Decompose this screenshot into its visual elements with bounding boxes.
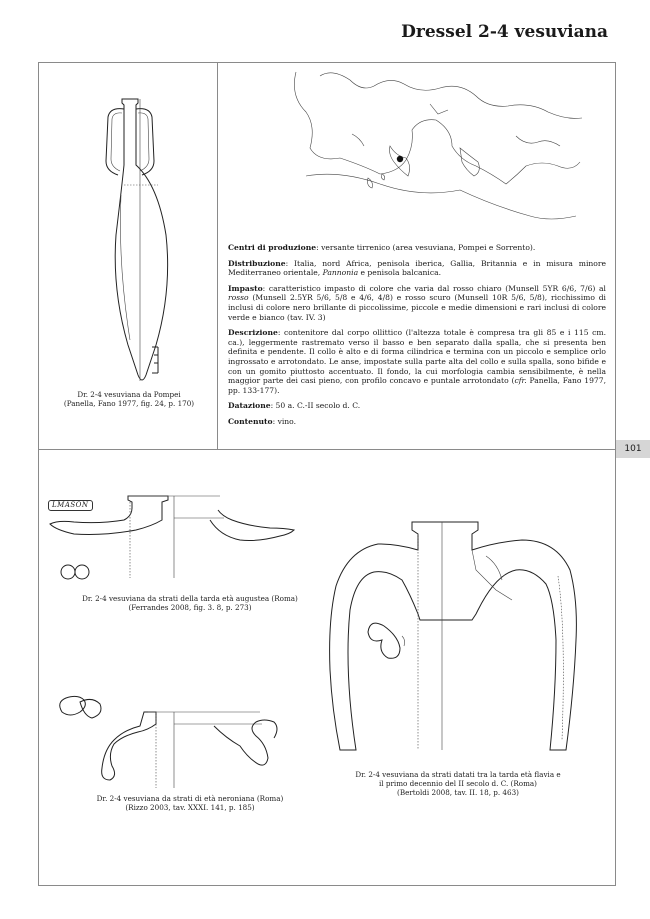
descrizione-text-end: Panella, Fano 1977, pp. 133-177). (228, 376, 607, 395)
caption-line: Dr. 2-4 vesuviana da strati datati tra la tarda età flavia e (355, 770, 561, 779)
descrizione-label: Descrizione (228, 328, 278, 338)
contenuto-paragraph (228, 417, 606, 427)
distribuzione-text-end: e penisola balcanica. (358, 268, 442, 278)
caption-line: (Rizzo 2003, tav. XXXI. 141, p. 185) (125, 803, 255, 812)
caption-line: Dr. 2-4 vesuviana da strati di età neroniana (Roma) (96, 794, 284, 803)
stamp-label: LMASON (48, 500, 93, 511)
amphora-neroniana-fragment (44, 688, 314, 798)
descrizione-italic: cfr. (514, 376, 527, 386)
produzione-text: : versante tirrenico (area vesuviana, Pompei e Sorrento). (316, 243, 536, 252)
datazione-paragraph (228, 401, 606, 411)
descrizione-paragraph (228, 328, 606, 395)
caption-line: il primo decennio del II secolo d. C. (Roma) (379, 779, 537, 788)
distribution-map (280, 66, 600, 236)
caption-line: (Bertoldi 2008, tav. II. 18, p. 463) (397, 788, 519, 797)
caption-flavia (326, 770, 590, 797)
amphora-description (228, 243, 606, 433)
caption-pompei (40, 390, 218, 408)
caption-neroniana (40, 794, 340, 812)
distribuzione-label: Distribuzione (228, 258, 286, 268)
impasto-italic: rosso (228, 293, 249, 303)
page-title: Dressel 2-4 vesuviana (401, 22, 608, 42)
produzione-paragraph (228, 243, 606, 253)
amphora-flavia-fragment (326, 510, 586, 770)
datazione-text: : 50 a. C.-II secolo d. C. (270, 401, 361, 411)
caption-line: Dr. 2-4 vesuviana da strati della tarda età augustea (Roma) (82, 594, 298, 603)
distribuzione-paragraph (228, 259, 606, 278)
contenuto-label: Contenuto (228, 416, 273, 426)
impasto-label: Impasto (228, 283, 263, 293)
contenuto-text: : vino. (272, 416, 297, 426)
distribuzione-italic: Pannonia (322, 268, 359, 278)
caption-line: (Ferrandes 2008, fig. 3. 8, p. 273) (128, 603, 252, 612)
amphora-augustea-fragment (44, 490, 304, 580)
page-number-tab: 101 (616, 440, 650, 458)
descrizione-text: : contenitore dal corpo ollittico (l'altezza totale è compresa tra gli 85 e i 115 cm. ca.), leggermente rastremato verso il basso e ben separato dalla spalla, che si presenta ben definita e pendente. Il collo è alto e di forma cilindrica e termina con un piccolo e semplice orlo ingrossato e arrotondato. Le anse, impostate sulla parte alta del collo e sulla spalla, sono bifide e con un gomito piuttosto accentuato. Il fondo, la cui morfologia cambia sensibilmente, è nella maggior parte dei casi pieno, con profilo concavo e puntale arrotondato ( (228, 328, 606, 386)
impasto-text: : caratteristico impasto di colore che varia dal rosso chiaro (Munsell 5YR 6/6, 7/6) al (262, 283, 606, 293)
impasto-text-end: (Munsell 2.5YR 5/6, 5/8 e 4/6, 4/8) e rosso scuro (Munsell 10R 5/6, 5/8), ricchissimo di inclusi di colore nero brillante di piccolissime, piccole e medie dimensioni e rari inclusi di colore verde e bianco (tav. IV. 3) (228, 293, 606, 322)
horizontal-divider (39, 449, 615, 450)
datazione-label: Datazione (228, 401, 271, 411)
caption-line: Dr. 2-4 vesuviana da Pompei (77, 390, 181, 399)
caption-augustea (40, 594, 340, 612)
caption-line: (Panella, Fano 1977, fig. 24, p. 170) (63, 399, 195, 408)
impasto-paragraph (228, 284, 606, 322)
distribuzione-text: : Italia, nord Africa, penisola iberica, Gallia, Britannia e in misura minore Mediterraneo orientale, (228, 258, 606, 278)
amphora-pompei-drawing (80, 95, 200, 395)
produzione-label: Centri di produzione (228, 243, 317, 252)
